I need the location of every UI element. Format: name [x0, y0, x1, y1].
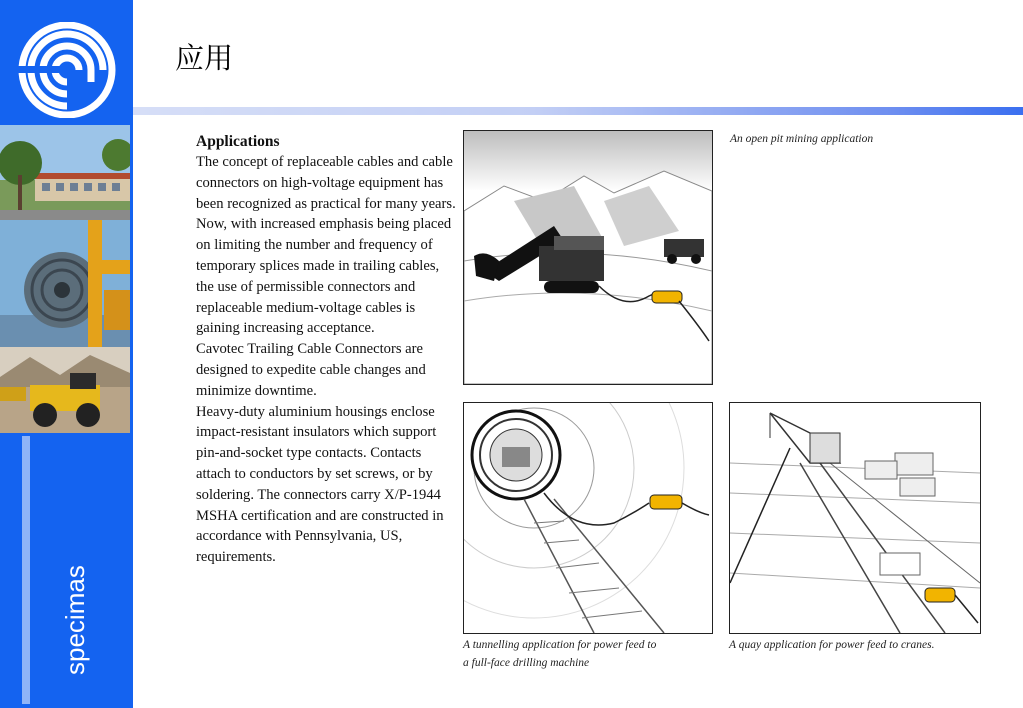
- applications-heading: Applications: [196, 133, 280, 150]
- mining-illustration: [463, 130, 713, 385]
- factory-photo: [0, 125, 130, 220]
- mining-vehicle-photo: [0, 347, 130, 433]
- tunnel-caption-line-2: a full-face drilling machine: [463, 657, 590, 669]
- brand-name: specimas: [60, 565, 90, 675]
- page-title: 应用: [175, 41, 234, 75]
- title-underline: [133, 107, 1023, 115]
- tunnel-illustration: [463, 402, 713, 634]
- sidebar: [0, 0, 133, 708]
- sidebar-accent-bar: [22, 436, 30, 704]
- paragraph-3: Heavy-duty aluminium housings enclose impact-resistant insulators which support pin-and-socket type contacts. Contacts attach to conductors by set screws, or by soldering. The connectors carry X/P-1944 MSHA certification and are constructed in accordance with Pennsylvania, US, requirements.: [196, 403, 444, 566]
- paragraph-1: The concept of replaceable cables and cable connectors on high-voltage equipment has been recognized as practical for many years. Now, with increased emphasis being placed on limiting the number and frequency of temporary splices made in trailing cables, the use of permissible connectors and replaceable medium-voltage cables is gaining increasing acceptance.: [196, 154, 456, 337]
- tunnel-caption-line-1: A tunnelling application for power feed to: [463, 639, 657, 651]
- quay-illustration: [729, 402, 981, 634]
- quay-caption: A quay application for power feed to cranes.: [729, 639, 935, 651]
- paragraph-2: Cavotec Trailing Cable Connectors are designed to expedite cable changes and minimize downtime.: [196, 341, 426, 399]
- mining-caption: An open pit mining application: [730, 133, 874, 145]
- company-logo-icon: [18, 22, 116, 118]
- cable-reel-photo: [0, 220, 130, 347]
- applications-text: [196, 132, 458, 568]
